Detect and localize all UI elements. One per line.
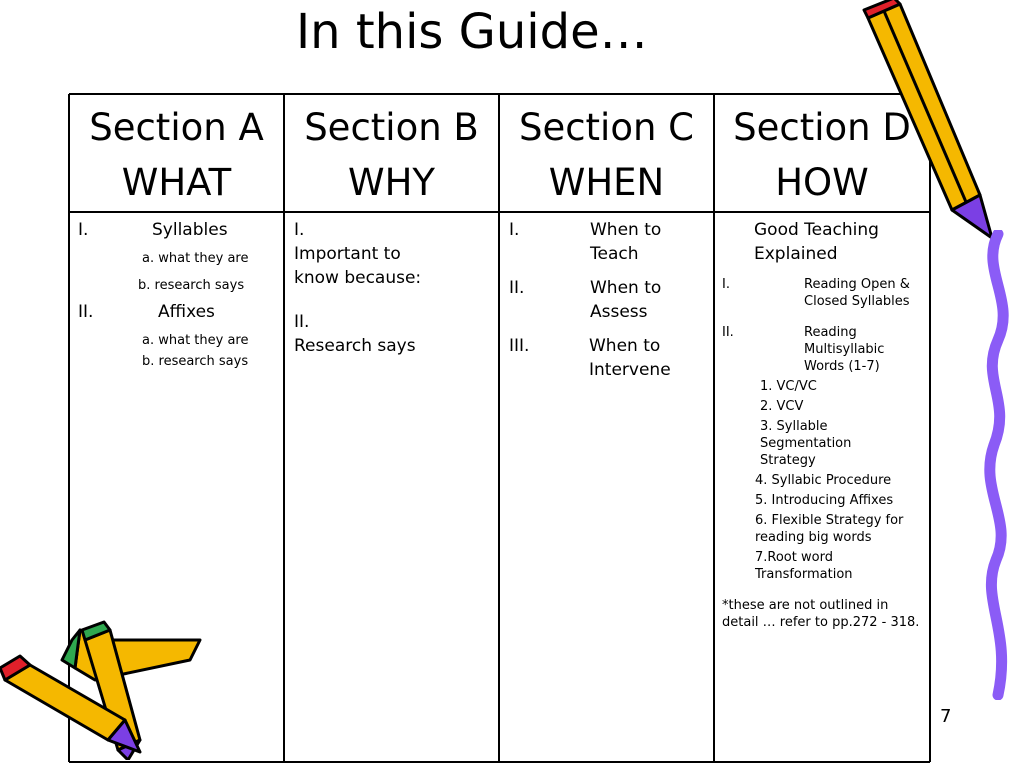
section-question: WHAT [121,161,232,204]
item-number: I. [294,220,305,240]
sub-item: 5. Introducing Affixes [755,493,894,508]
crossed-pencils-icon [0,620,210,760]
section-label: Section B [304,106,479,149]
item-text: Research says [294,336,416,356]
header-section-b [284,100,499,210]
item-number: I. [78,220,89,240]
item-text: Reading Open & Closed Syllables [804,277,910,309]
sub-item: 3. Syllable Segmentation Strategy [760,419,852,468]
sub-item: b. research says [142,354,249,369]
sub-item: b. research says [138,278,245,293]
list-item [78,218,278,242]
item-text: When to Teach [590,220,662,264]
item-text: When to Intervene [589,336,671,380]
item-number: II. [294,312,310,332]
sub-item: a. what they are [142,251,249,266]
list-item [722,276,927,310]
item-number: I. [722,277,730,292]
squiggle-icon [972,230,1024,700]
list-item [509,334,709,382]
item-text: Reading Multisyllabic Words (1-7) [804,325,885,374]
section-label: Section C [518,106,695,149]
column-b-body [294,218,479,358]
sub-item: 6. Flexible Strategy for reading big words [755,513,904,545]
item-number: I. [509,220,520,240]
item-number: II. [78,302,94,322]
sub-item: 1. VC/VC [760,379,817,394]
item-number: II. [722,325,734,340]
list-item [78,300,278,324]
header-section-a [69,100,284,210]
sub-item: 4. Syllabic Procedure [755,473,892,488]
section-label: Section D [733,106,911,149]
section-question: HOW [775,161,869,204]
sub-item: 2. VCV [760,399,804,414]
column-a-body [78,218,278,370]
pencil-icon [860,0,1000,250]
section-label: Section A [89,106,264,149]
page-number: 7 [940,706,952,727]
section-question: WHEN [548,161,665,204]
item-text: When to Assess [590,278,662,322]
item-text: Important to know because: [294,244,422,288]
footnote: *these are not outlined in detail … refer to pp.272 - 318. [722,598,920,630]
section-question: WHY [347,161,435,204]
column-c-body [509,218,709,382]
list-item [509,218,709,266]
column-d-body [722,218,927,631]
item-text: Affixes [158,302,215,322]
item-number: III. [509,336,530,356]
column-heading: Good Teaching Explained [754,220,879,264]
item-number: II. [509,278,525,298]
sub-item: a. what they are [142,333,249,348]
header-section-c [499,100,714,210]
list-item [509,276,709,324]
list-item [722,324,927,375]
slide-title: In this Guide… [296,4,648,60]
sub-item: 7.Root word Transformation [755,550,853,582]
item-text: Syllables [152,220,228,240]
